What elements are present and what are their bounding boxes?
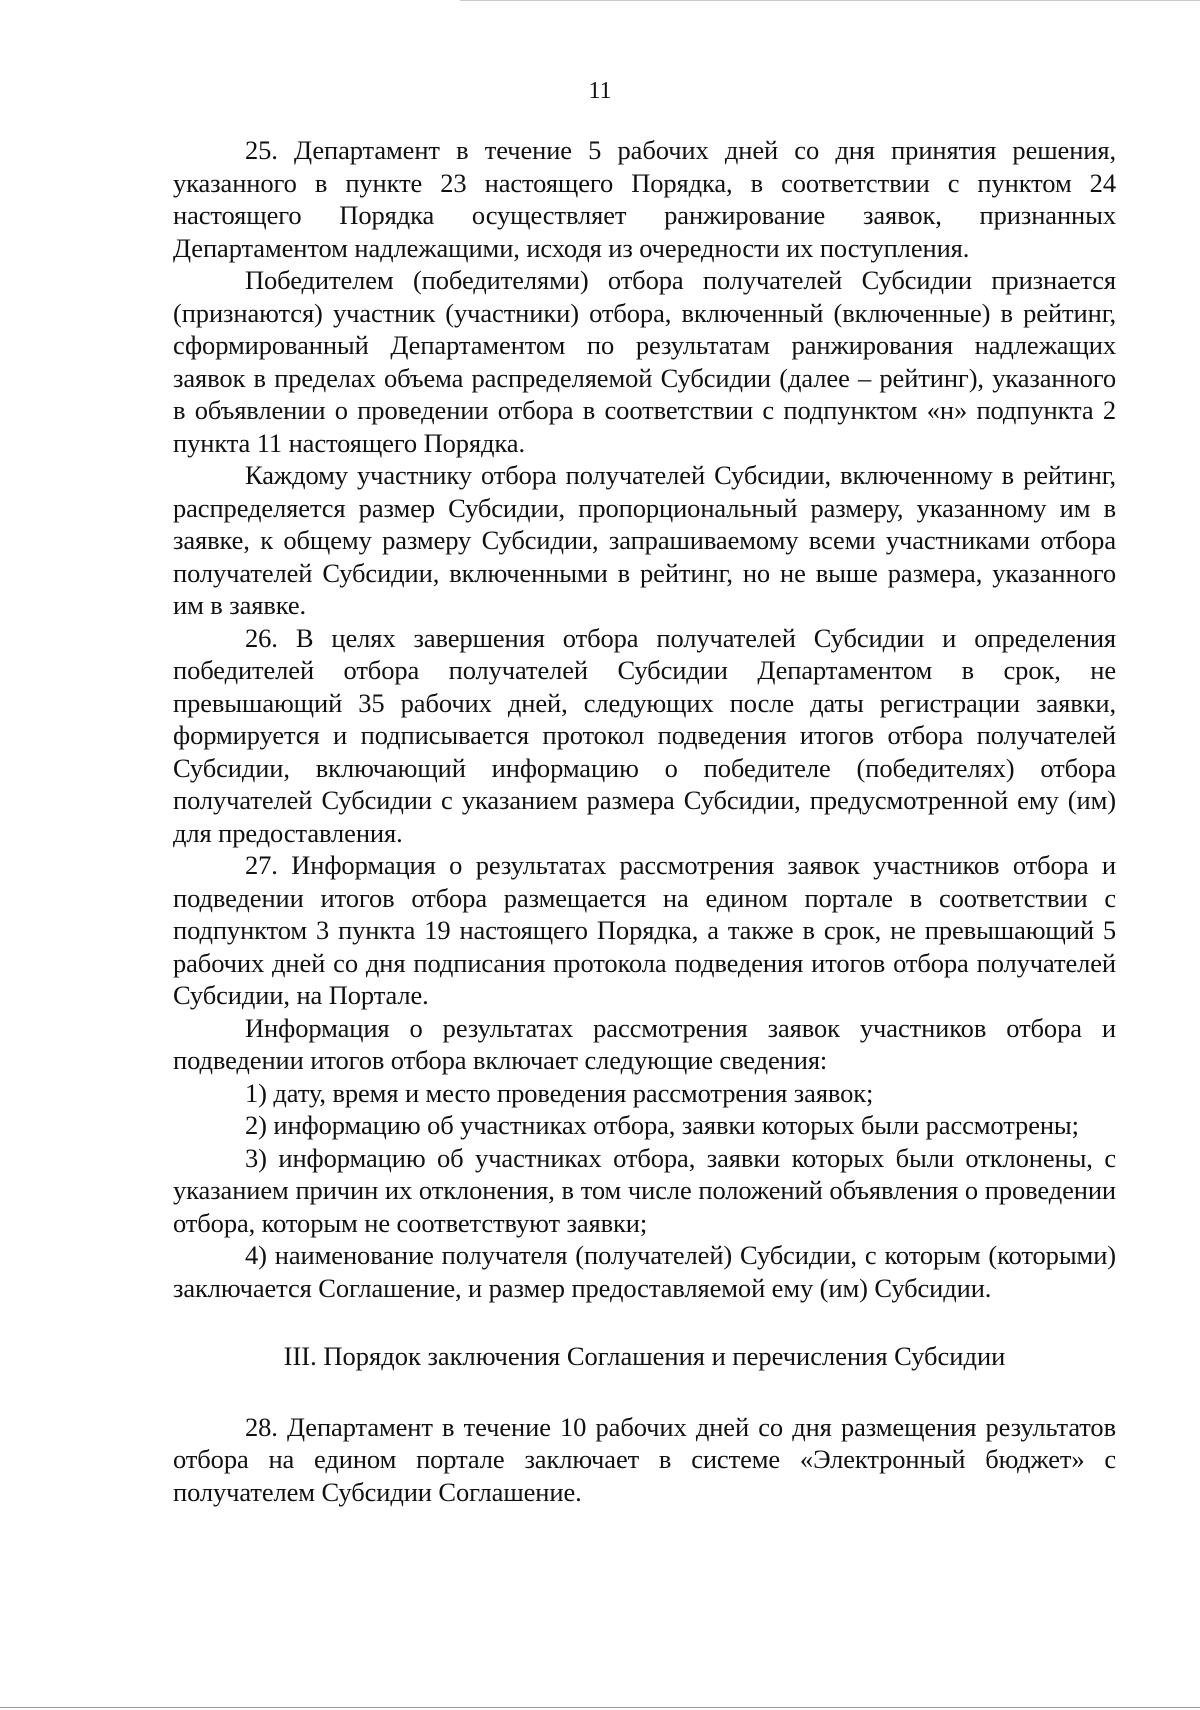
scan-edge-bottom: [0, 1707, 1200, 1708]
paragraph-26: 26. В целях завершения отбора получателей Субсидии и определения победителей отбора получателей Субсидии Департаментом в срок, не превышающий 35 рабочих дней, следующих после даты регистрации заявки, формируется и подписывается протокол подведения итогов отбора получателей Субсидии, включающий информацию о победителе (победителях) отбора получателей Субсидии с указанием размера Субсидии, предусмотренной ему (им) для предоставления.: [173, 622, 1116, 848]
document-body: [173, 134, 1116, 1508]
paragraph-25: 25. Департамент в течение 5 рабочих дней со дня принятия решения, указанного в пункте 23 настоящего Порядка, в соответствии с пунктом 24 настоящего Порядка осуществляет ранжирование заявок, признанных Департаментом надлежащими, исходя из очередности их поступления.: [173, 135, 1116, 263]
scan-edge-top: [460, 0, 1200, 1]
list-item-1: 1) дату, время и место проведения рассмотрения заявок;: [245, 1077, 874, 1108]
list-item-3: 3) информацию об участниках отбора, заявки которых были отклонены, с указанием причин их отклонения, в том числе положений объявления о проведении отбора, которым не соответствуют заявки;: [173, 1142, 1116, 1238]
paragraph-info-contents: Информация о результатах рассмотрения заявок участников отбора и подведении итогов отбора включает следующие сведения:: [173, 1012, 1116, 1075]
paragraph-distribution: Каждому участнику отбора получателей Субсидии, включенному в рейтинг, распределяется размер Субсидии, пропорциональный размеру, указанному им в заявке, к общему размеру Субсидии, запрашиваемому всеми участниками отбора получателей Субсидии, включенными в рейтинг, но не выше размера, указанного им в заявке.: [173, 460, 1116, 620]
section-heading: III. Порядок заключения Соглашения и перечисления Субсидии: [283, 1341, 1006, 1371]
list-item-4: 4) наименование получателя (получателей) Субсидии, с которым (которыми) заключается Соглашение, и размер предоставляемой ему (им) Субсидии.: [173, 1240, 1116, 1303]
paragraph-27: 27. Информация о результатах рассмотрения заявок участников отбора и подведении итогов отбора размещается на едином портале в соответствии с подпунктом 3 пункта 19 настоящего Порядка, а также в срок, не превышающий 5 рабочих дней со дня подписания протокола подведения итогов отбора получателей Субсидии, на Портале.: [173, 850, 1116, 1010]
paragraph-winners: Победителем (победителями) отбора получателей Субсидии признается (признаются) участник (участники) отбора, включенный (включенные) в рейтинг, сформированный Департаментом по результатам ранжирования надлежащих заявок в пределах объема распределяемой Субсидии (далее – рейтинг), указанного в объявлении о проведении отбора в соответствии с подпунктом «н» подпункта 2 пункта 11 настоящего Порядка.: [173, 265, 1116, 458]
page-number: 11: [588, 78, 612, 104]
paragraph-28: 28. Департамент в течение 10 рабочих дней со дня размещения результатов отбора на едином портале заключает в системе «Электронный бюджет» с получателем Субсидии Соглашение.: [173, 1411, 1116, 1507]
list-item-2: 2) информацию об участниках отбора, заявки которых были рассмотрены;: [245, 1110, 1079, 1140]
